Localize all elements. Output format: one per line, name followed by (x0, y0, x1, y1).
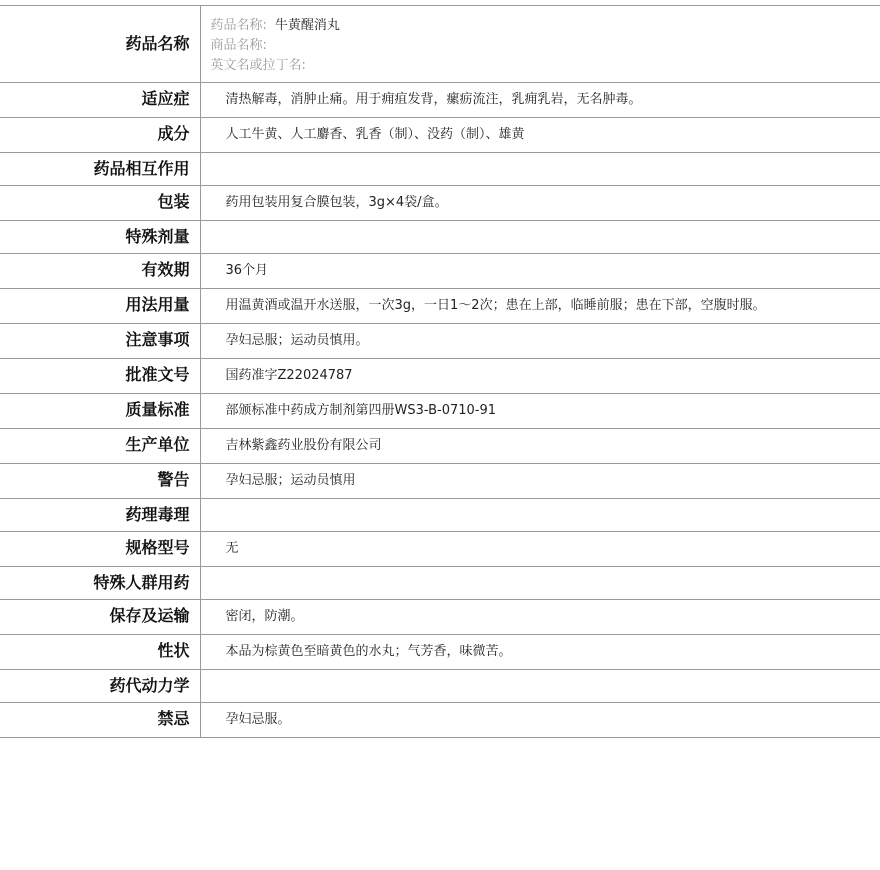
row-value: 药用包装用复合膜包装，3g×4袋/盒。 (200, 186, 880, 221)
trade-name-line (211, 36, 871, 56)
row-label: 警告 (0, 464, 200, 499)
row-label: 保存及运输 (0, 600, 200, 635)
row-label: 注意事项 (0, 324, 200, 359)
drug-name-values (200, 6, 880, 83)
row-label: 包装 (0, 186, 200, 221)
row-label: 用法用量 (0, 289, 200, 324)
table-row-ingredients (0, 118, 880, 153)
generic-name-line (211, 16, 871, 36)
table-row-pharmacology (0, 499, 880, 532)
english-name-line (211, 56, 871, 76)
row-label: 有效期 (0, 254, 200, 289)
table-row-description (0, 635, 880, 670)
trade-name-key: 商品名称: (210, 38, 267, 53)
row-label: 药代动力学 (0, 670, 200, 703)
table-row-specification (0, 532, 880, 567)
row-label: 特殊剂量 (0, 221, 200, 254)
generic-name-value: 牛黄醒消丸 (274, 18, 340, 33)
table-row-usage (0, 289, 880, 324)
row-value: 部颁标准中药成方制剂第四册WS3-B-0710-91 (200, 394, 880, 429)
table-row-approval-number (0, 359, 880, 394)
table-row-warning (0, 464, 880, 499)
table-row-indications (0, 83, 880, 118)
row-label: 质量标准 (0, 394, 200, 429)
row-label: 性状 (0, 635, 200, 670)
row-value (200, 221, 880, 254)
row-value (200, 499, 880, 532)
table-row-drug-name (0, 6, 880, 83)
row-value: 孕妇忌服；运动员慎用。 (200, 324, 880, 359)
row-value: 清热解毒，消肿止痛。用于痈疽发背，瘰疬流注，乳痈乳岩，无名肿毒。 (200, 83, 880, 118)
row-value: 密闭，防潮。 (200, 600, 880, 635)
row-label: 成分 (0, 118, 200, 153)
row-label: 批准文号 (0, 359, 200, 394)
row-label: 适应症 (0, 83, 200, 118)
row-value: 36个月 (200, 254, 880, 289)
table-row-special-dosage (0, 221, 880, 254)
table-row-shelf-life (0, 254, 880, 289)
row-value: 无 (200, 532, 880, 567)
row-value: 本品为棕黄色至暗黄色的水丸；气芳香，味微苦。 (200, 635, 880, 670)
row-value (200, 153, 880, 186)
row-label: 禁忌 (0, 703, 200, 738)
row-label: 特殊人群用药 (0, 567, 200, 600)
table-row-contraindications (0, 703, 880, 738)
table-row-packaging (0, 186, 880, 221)
row-label: 药品相互作用 (0, 153, 200, 186)
row-value: 国药准字Z22024787 (200, 359, 880, 394)
row-label: 药品名称 (0, 6, 200, 83)
row-value: 孕妇忌服。 (200, 703, 880, 738)
row-value: 孕妇忌服；运动员慎用 (200, 464, 880, 499)
row-value: 用温黄酒或温开水送服，一次3g，一日1～2次；患在上部，临睡前服；患在下部，空腹时服。 (200, 289, 880, 324)
drug-info-table (0, 5, 880, 738)
table-row-precautions (0, 324, 880, 359)
table-row-interactions (0, 153, 880, 186)
row-label: 药理毒理 (0, 499, 200, 532)
generic-name-key: 药品名称: (210, 18, 267, 33)
table-row-manufacturer (0, 429, 880, 464)
table-row-pharmacokinetics (0, 670, 880, 703)
row-label: 生产单位 (0, 429, 200, 464)
table-row-special-populations (0, 567, 880, 600)
row-value: 吉林紫鑫药业股份有限公司 (200, 429, 880, 464)
english-name-key: 英文名或拉丁名: (210, 58, 306, 73)
table-row-storage (0, 600, 880, 635)
row-value: 人工牛黄、人工麝香、乳香（制）、没药（制）、雄黄 (200, 118, 880, 153)
row-value (200, 567, 880, 600)
table-row-quality-standard (0, 394, 880, 429)
row-label: 规格型号 (0, 532, 200, 567)
row-value (200, 670, 880, 703)
